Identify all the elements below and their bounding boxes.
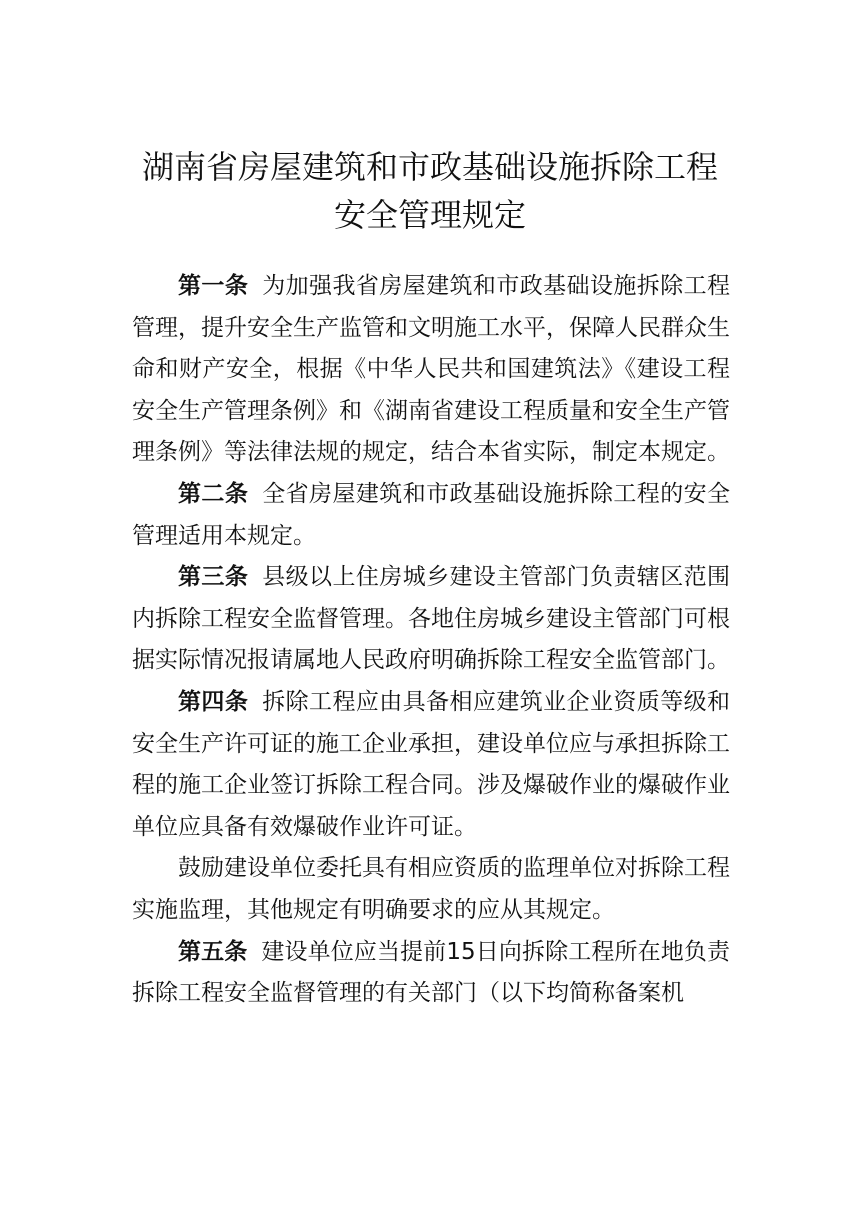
document-title <box>0 143 860 239</box>
paragraph-text: 鼓励建设单位委托具有相应资质的监理单位对拆除工程实施监理，其他规定有明确要求的应从其规定。 <box>132 855 730 923</box>
article-heading: 第二条 <box>178 480 249 507</box>
article-text: 全省房屋建筑和市政基础设施拆除工程的安全管理适用本规定。 <box>132 480 731 549</box>
article-heading: 第四条 <box>178 688 249 715</box>
article-heading: 第一条 <box>178 273 249 299</box>
article-1 <box>132 266 730 474</box>
article-heading: 第五条 <box>178 938 248 965</box>
article-5 <box>132 932 730 1015</box>
title-line-2: 安全管理规定 <box>333 196 526 234</box>
article-2 <box>132 474 730 557</box>
article-text: 拆除工程应由具备相应建筑业企业资质等级和安全生产许可证的施工企业承担，建设单位应与承担拆除工程的施工企业签订拆除工程合同。涉及爆破作业的爆破作业单位应具备有效爆破作业许可证。 <box>132 688 731 840</box>
article-4 <box>132 682 730 848</box>
document-body <box>132 266 730 1015</box>
article-text: 为加强我省房屋建筑和市政基础设施拆除工程管理，提升安全生产监管和文明施工水平，保障人民群众生命和财产安全，根据《中华人民共和国建筑法》《建设工程安全生产管理条例》和《湖南省建设工程质量和安全生产管理条例》等法律法规的规定，结合本省实际，制定本规定。 <box>132 273 731 466</box>
article-heading: 第三条 <box>178 564 249 591</box>
article-text: 县级以上住房城乡建设主管部门负责辖区范围内拆除工程安全监督管理。各地住房城乡建设主管部门可根据实际情况报请属地人民政府明确拆除工程安全监管部门。 <box>132 564 731 674</box>
article-3 <box>132 557 730 682</box>
article-text: 建设单位应当提前15日向拆除工程所在地负责拆除工程安全监督管理的有关部门（以下均简称备案机 <box>132 938 730 1007</box>
title-line-1: 湖南省房屋建筑和市政基础设施拆除工程 <box>141 148 718 186</box>
article-4-continued <box>132 848 730 931</box>
